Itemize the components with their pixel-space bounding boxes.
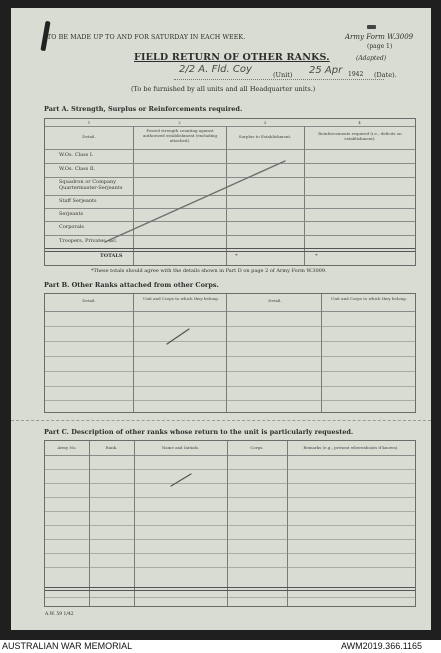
archive-name: AUSTRALIAN WAR MEMORIAL <box>2 641 133 651</box>
date-handwritten: 25 Apr <box>309 65 343 76</box>
totals-label: TOTALS <box>100 253 123 259</box>
part-c-col-header: Corps. <box>250 445 264 450</box>
adapted-note: (Adapted) <box>356 55 387 62</box>
perforation-line <box>11 420 431 421</box>
part-b-nil-mark <box>45 294 415 412</box>
part-a-title: Part A. Strength, Surplus or Reinforcements required. <box>44 105 243 113</box>
part-a-row-label: Squadron or Company Quartermaster-Serjeants <box>59 179 123 191</box>
nil-strike-line <box>45 119 415 265</box>
part-a-row-label: W.Os. Class I. <box>59 152 94 158</box>
accession-number: AWM2019.366.1165 <box>341 641 423 651</box>
part-a-col-header: Posted strength counting against authorized establishment (excluding attached). <box>142 128 218 143</box>
part-c-col-header: Remarks (e.g., present whereabouts if known). <box>303 445 399 450</box>
unit-handwritten: 2/2 A. Fld. Coy <box>179 64 252 75</box>
form-subtitle: (To be furnished by all units and all Headquarter units.) <box>131 85 316 93</box>
part-c-table <box>44 440 416 607</box>
part-a-col-header: Reinforcements required (i.e., deficits on establishment). <box>318 131 402 141</box>
totals-asterisk: * <box>235 253 238 259</box>
part-a-footnote: *These totals should agree with the details shown in Part D on page 2 of Army Form W.3009. <box>91 268 327 274</box>
part-b-col-header: Unit and Corps to which they belong. <box>143 296 219 301</box>
part-b-title: Part B. Other Ranks attached from other Corps. <box>44 281 219 289</box>
part-a-table <box>44 118 416 266</box>
part-a-col-number: 2 <box>178 120 181 125</box>
form-number: Army Form W.3009 <box>345 33 414 41</box>
date-label: (Date). <box>374 71 397 79</box>
form-page: (page 1) <box>367 43 393 50</box>
year-printed: 1942 <box>348 71 364 78</box>
part-c-col-header: Rank. <box>105 445 118 450</box>
part-c-col-header: Name and Initials. <box>161 445 200 450</box>
part-a-row-label: W.Os. Class II. <box>59 166 96 172</box>
part-a-col-header: Surplus to Establishment. <box>238 134 292 139</box>
part-b-col-header: Unit and Corps to which they belong. <box>331 296 407 301</box>
form-sheet <box>11 8 431 630</box>
part-b-table <box>44 293 416 413</box>
part-b-col-header: Detail. <box>82 298 96 303</box>
part-a-row-label: Serjeants <box>59 211 84 217</box>
archive-footer <box>0 640 441 653</box>
part-a-col-number: 1 <box>87 120 91 125</box>
part-a-col-header: Detail. <box>82 134 96 139</box>
part-a-row-label: Staff Serjeants <box>59 198 97 204</box>
print-code: A.W. 59 1/42 <box>45 612 74 617</box>
part-c-nil-mark <box>45 441 415 606</box>
part-a-row-label: Troopers, Privates, &c. <box>59 238 118 244</box>
unit-label: (Unit) <box>273 71 293 79</box>
totals-asterisk: * <box>315 253 318 259</box>
unit-dotted-line <box>174 79 384 80</box>
part-a-row-label: Corporals <box>59 224 84 230</box>
part-c-col-header: Army No. <box>57 445 77 450</box>
form-title: FIELD RETURN OF OTHER RANKS. <box>134 52 330 63</box>
part-b-col-header: Detail. <box>268 298 282 303</box>
part-c-title: Part C. Description of other ranks whose return to the unit is particularly requested. <box>44 428 354 436</box>
corner-clip-mark <box>367 25 376 29</box>
instruction-note: TO BE MADE UP TO AND FOR SATURDAY IN EACH WEEK. <box>47 34 246 41</box>
part-a-col-number: 3 <box>263 120 267 125</box>
part-a-col-number: 4 <box>358 120 361 125</box>
